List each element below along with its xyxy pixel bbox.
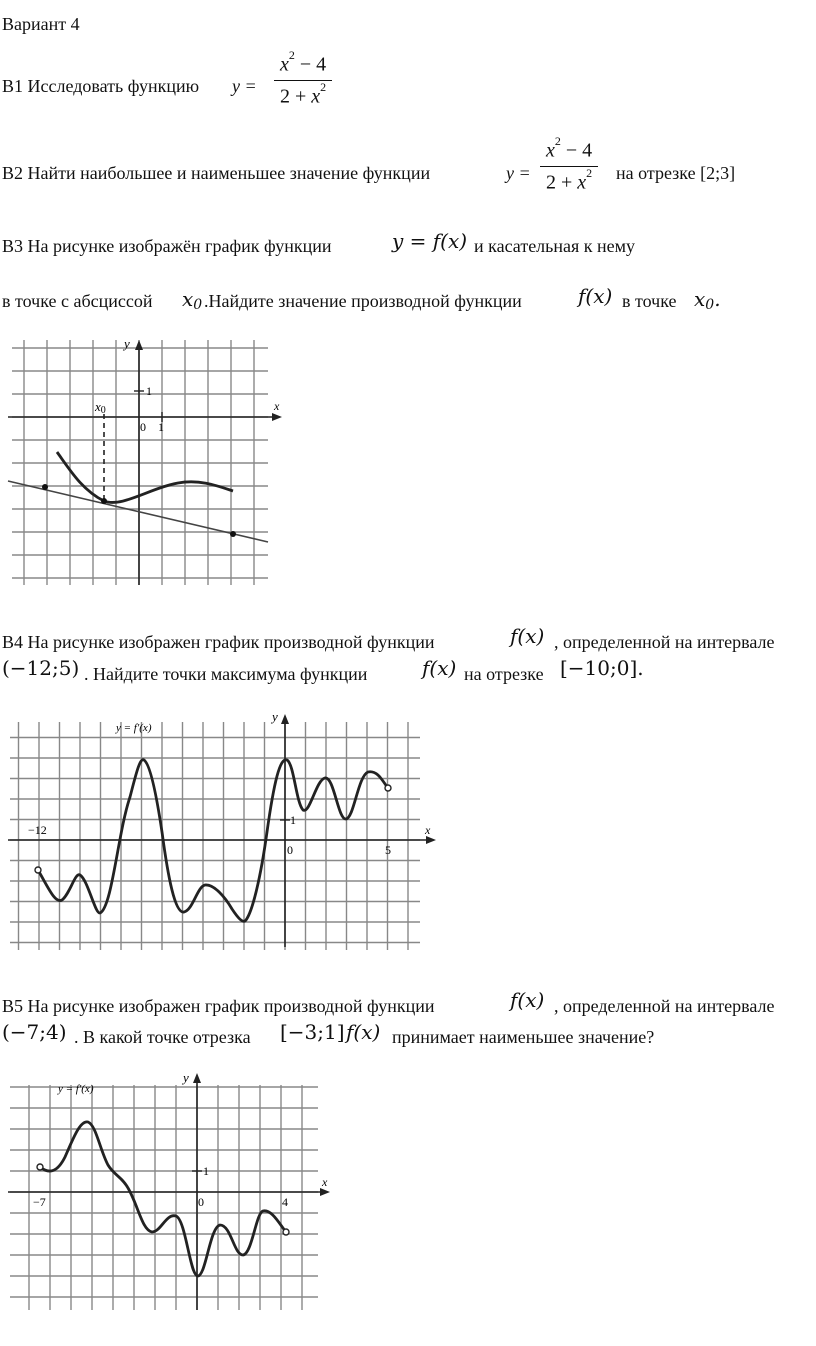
task-b3-line2-mid: .Найдите значение производной функции (204, 291, 522, 311)
left-end-label: −12 (28, 823, 47, 837)
task-b5-interval: (−7;4) (2, 1020, 67, 1044)
y-axis-label: y (183, 1070, 189, 1085)
variant-heading: Вариант 4 (2, 14, 80, 34)
x0-var: x (694, 287, 706, 311)
task-b4-tail: , определенной на интервале (554, 632, 775, 652)
task-b2-fraction (540, 134, 598, 194)
origin-label: 0 (140, 420, 146, 434)
task-b1-fraction (274, 48, 332, 108)
task-b3-x0-end (694, 287, 721, 311)
task-b5-f: f(x) (510, 988, 545, 1012)
x0-label (94, 399, 106, 416)
task-b3-tail: и касательная к нему (474, 236, 636, 256)
open-endpoint-right (385, 785, 391, 791)
task-b1-label: В1 Исследовать функцию (2, 76, 200, 96)
graph-title: y = f′(x) (58, 1083, 94, 1095)
y-axis-label: y (272, 709, 278, 724)
task-b2-label: В2 Найти наибольшее и наименьшее значение функции (2, 163, 431, 183)
task-b1-var: y = (232, 76, 257, 96)
origin-label: 0 (198, 1195, 204, 1209)
task-b3-line2-label: в точке с абсциссой (2, 291, 153, 311)
x-axis-label: x (274, 399, 280, 413)
x0-sub: 0 (100, 405, 106, 416)
b1-num-rest: − 4 (299, 53, 327, 76)
task-b4-line2-mid: на отрезке (464, 664, 544, 684)
task-b3-label: В3 На рисунке изображён график функции (2, 236, 332, 256)
b3-graph (0, 330, 300, 595)
task-b3-x0 (182, 287, 202, 311)
x-axis-arrow-icon (426, 836, 436, 844)
left-end-label: −7 (33, 1195, 46, 1209)
task-b5-f2: f(x) (346, 1020, 381, 1044)
b1-den-x: x (311, 85, 321, 108)
x-axis-label: x (425, 823, 431, 837)
b2-den-x: x (577, 171, 587, 194)
b2-den-start: 2 + (546, 171, 573, 194)
task-b3-line2-tail: в точке (622, 291, 677, 311)
task-b2-tail: на отрезке [2;3] (616, 163, 736, 183)
function-curve (57, 452, 233, 502)
graph-title: y = f′(x) (116, 722, 152, 734)
task-b5-tail: , определенной на интервале (554, 996, 775, 1016)
task-b5-line2-tail: принимает наименьшее значение? (392, 1027, 655, 1047)
b2-num-rest: − 4 (565, 139, 593, 162)
b1-den-pow: 2 (320, 79, 327, 94)
x0-var: x (95, 399, 101, 414)
x0-sub: 0 (705, 297, 715, 313)
task-b5-segment: [−3;1] (280, 1020, 345, 1044)
origin-label: 0 (287, 843, 293, 857)
open-endpoint-left (37, 1164, 43, 1170)
right-end-label: 4 (282, 1195, 288, 1209)
open-endpoint-right (283, 1229, 289, 1235)
b5-graph (0, 1065, 340, 1315)
y-tick-label: 1 (146, 384, 152, 398)
b1-den-start: 2 + (280, 85, 307, 108)
tangency-point (101, 498, 107, 504)
task-b3-f: f(x) (578, 284, 613, 308)
task-b5-line2-label: . В какой точке отрезка (74, 1027, 251, 1047)
task-b4-label: В4 На рисунке изображен график производной функции (2, 632, 435, 652)
b1-num-x: x (280, 53, 289, 76)
open-endpoint-left (35, 867, 41, 873)
x-tick-label: 1 (158, 420, 164, 434)
x-axis-label: x (322, 1175, 328, 1189)
task-b4-f2: f(x) (422, 656, 457, 680)
x0-dot: . (714, 287, 721, 311)
right-end-label: 5 (385, 843, 391, 857)
x0-sub: 0 (193, 297, 203, 313)
x0-var: x (182, 287, 194, 311)
y-axis-arrow-icon (193, 1073, 201, 1083)
task-b4-segment (560, 656, 644, 680)
segment-dot: . (637, 656, 644, 680)
x-axis-arrow-icon (320, 1188, 330, 1196)
task-b4-line2-label: . Найдите точки максимума функции (84, 664, 368, 684)
y-axis-arrow-icon (135, 340, 143, 350)
b2-num-pow: 2 (554, 134, 561, 148)
y-tick-label: 1 (290, 813, 296, 827)
y-tick-label: 1 (203, 1164, 209, 1178)
y-axis-arrow-icon (281, 714, 289, 724)
task-b2-var: y = (506, 163, 531, 183)
b2-den-pow: 2 (586, 165, 593, 180)
task-b4-f: f(x) (510, 624, 545, 648)
b4-graph (0, 702, 440, 952)
task-b3-function: y = f(x) (392, 229, 468, 253)
y-axis-label: y (124, 336, 130, 351)
b1-num-pow: 2 (288, 48, 295, 62)
tangent-point-right (230, 531, 236, 537)
segment-value: [−10;0] (560, 656, 638, 680)
task-b5-label: В5 На рисунке изображен график производной функции (2, 996, 435, 1016)
derivative-curve (40, 1122, 286, 1276)
tangent-point-left (42, 484, 48, 490)
b2-num-x: x (546, 139, 555, 162)
task-b4-interval: (−12;5) (2, 656, 80, 680)
x-axis-arrow-icon (272, 413, 282, 421)
